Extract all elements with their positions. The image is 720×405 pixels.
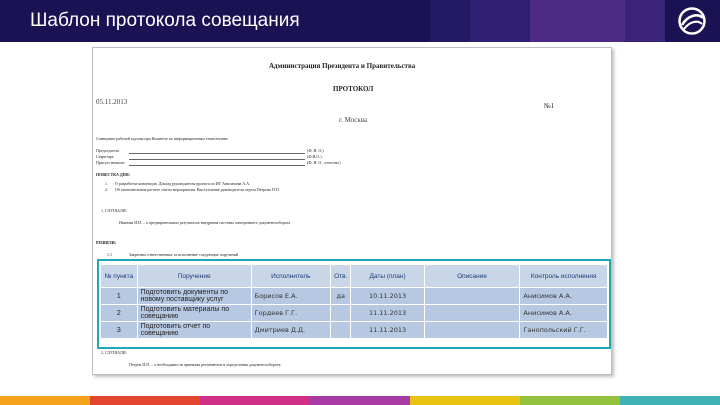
header-shade-band xyxy=(430,0,470,42)
agenda-item-text: Об окончательном расчете сметы мероприятия. Выступление руководителя отдела Петрова П.П. xyxy=(115,187,280,192)
table-cell-controller: Анисимов А.А. xyxy=(520,288,608,305)
table-cell-assignee: Гордеев Г.Г. xyxy=(251,305,330,322)
slide-header xyxy=(0,0,720,42)
decided-item-text: Закрепить ответственных за исполнение следующих поручений xyxy=(129,252,238,257)
meeting-line: Совещание рабочей группы при Комитете по информационным технологиям xyxy=(96,136,228,141)
role-secretary-line xyxy=(129,159,305,160)
role-chairman-line xyxy=(129,153,305,154)
agenda-item-number: 1. xyxy=(105,181,108,186)
table-cell-date: 11.11.2013 xyxy=(351,305,424,322)
table-highlight-frame xyxy=(97,259,611,349)
footer-color-segment xyxy=(90,396,200,405)
footer-color-segment xyxy=(410,396,520,405)
footer-color-segment xyxy=(520,396,620,405)
footer-color-bar xyxy=(0,396,720,405)
table-cell-responsible: да xyxy=(331,288,351,305)
document-date: 05.11.2013 xyxy=(96,98,128,106)
column-header: № пункта xyxy=(101,265,138,288)
decided-heading: РЕШИЛИ: xyxy=(96,240,117,245)
column-header: Описание xyxy=(424,265,520,288)
header-shade-band xyxy=(530,0,625,42)
role-attendees-hint: (Ф. И. О., отчество) xyxy=(307,160,341,165)
footer-color-segment xyxy=(0,396,90,405)
document-city: г. Москва xyxy=(339,116,368,124)
heard-2-heading: 2. СЛУШАЛИ: xyxy=(101,350,127,355)
table-cell-assignee: Борисов Е.А. xyxy=(251,288,330,305)
table-cell-date: 10.11.2013 xyxy=(351,288,424,305)
slide-title: Шаблон протокола совещания xyxy=(30,10,300,31)
document-number: №1 xyxy=(544,102,555,110)
document-title: ПРОТОКОЛ xyxy=(333,85,374,93)
table-cell-controller: Ганопольский Г.Г. xyxy=(520,322,608,339)
table-cell-number: 2 xyxy=(101,305,138,322)
table-cell-date: 11.11.2013 xyxy=(351,322,424,339)
heard-1-text: Иванова И.И. – о предварительных результатах внедрения системы электронного документооборота xyxy=(119,220,291,225)
header-shade-band xyxy=(470,0,530,42)
heard-2-text: Петров П.П. – о необходимости принятия регламентов и определения документооборота. xyxy=(129,362,282,367)
column-header: Даты (план) xyxy=(351,265,424,288)
table-cell-number: 3 xyxy=(101,322,138,339)
column-header: Исполнитель xyxy=(251,265,330,288)
decided-item-number: 1.1 xyxy=(107,252,112,257)
orbit-swirl-logo-icon xyxy=(676,5,708,37)
role-secretary-hint: (Ф.И.О.) xyxy=(307,154,322,159)
role-chairman-hint: (Ф. И. О.) xyxy=(307,148,324,153)
role-chairman-label: Председатель xyxy=(96,148,120,153)
table-cell-task: Подготовить материалы по совещанию xyxy=(137,305,251,322)
column-header: Поручение xyxy=(137,265,251,288)
column-header: Отв. xyxy=(331,265,351,288)
agenda-item-number: 2. xyxy=(105,187,108,192)
table-cell-controller: Анисимов А.А. xyxy=(520,305,608,322)
role-secretary-label: Секретарь xyxy=(96,154,114,159)
column-header: Контроль исполнения xyxy=(520,265,608,288)
footer-color-segment xyxy=(620,396,720,405)
table-cell-task: Подготовить отчет по совещанию xyxy=(137,322,251,339)
table-cell-task: Подготовить документы по новому поставщику услуг xyxy=(137,288,251,305)
agenda-item-text: О разработке концепции. Доклад руководителя проекта по ИТ Анисимова А.А. xyxy=(115,181,251,186)
role-attendees-line xyxy=(129,165,305,166)
agenda-title: ПОВЕСТКА ДНЯ: xyxy=(96,172,130,177)
table-cell-number: 1 xyxy=(101,288,138,305)
role-attendees-label: Присутствовали: xyxy=(96,160,125,165)
table-cell-assignee: Дмитриев Д.Д. xyxy=(251,322,330,339)
footer-color-segment xyxy=(200,396,310,405)
heard-1-heading: 1. СЛУШАЛИ: xyxy=(101,208,127,213)
header-shade-band xyxy=(625,0,665,42)
document-org: Администрация Президента и Правительства xyxy=(269,62,416,70)
footer-color-segment xyxy=(310,396,410,405)
